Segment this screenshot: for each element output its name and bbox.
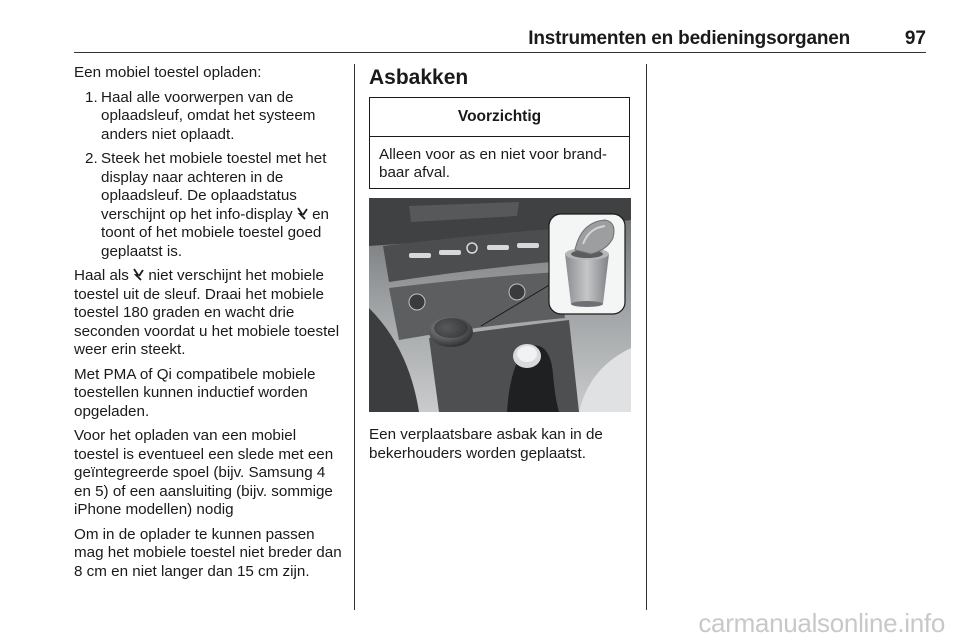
list-item: [74, 150, 344, 261]
list-item: [74, 89, 344, 145]
caution-heading: Voorzichtig: [370, 98, 629, 137]
intro-paragraph: Een mobiel toestel opladen:: [74, 64, 262, 81]
charging-icon: [133, 267, 144, 284]
caution-text: Alleen voor as en niet voor brand-baar afval.: [379, 146, 607, 181]
retry-text-before: Haal als: [74, 267, 129, 284]
ashtray-caption: Een verplaatsbare asbak kan in de bekerhouders worden geplaatst.: [369, 426, 603, 462]
text-column-charging: [74, 64, 344, 587]
step-text: Haal alle voorwerpen van de oplaadsleuf, omdat het systeem anders niet oplaadt.: [101, 88, 316, 143]
page-number: 97: [904, 28, 926, 49]
chapter-title: Instrumenten en bedieningsorganen: [528, 28, 850, 49]
ashtray-photo: [369, 198, 631, 412]
compatibility-paragraph: Met PMA of Qi compatibele mobiele toestellen kunnen inductief worden opgeladen.: [74, 365, 316, 420]
column-divider-right: [646, 64, 647, 610]
section-title-ashtrays: Asbakken: [369, 66, 469, 89]
caution-box: [369, 97, 630, 189]
accessory-paragraph: Voor het opladen van een mobiel toestel is eventueel een slede met een geïntegreerde spoel (bijv. Samsung 4 en 5) of een aansluiting (bijv. sommige iPhone modellen) nodig: [74, 427, 334, 518]
ashtray-illustration: [369, 198, 631, 412]
step-text-after: en toont of het mobiele toestel goed geplaatst is.: [101, 205, 330, 260]
steps-list: [74, 89, 344, 262]
step-number: 1.: [85, 88, 98, 106]
size-paragraph: Om in de oplader te kunnen passen mag het mobiele toestel niet breder dan 8 cm en niet langer dan 15 cm zijn.: [74, 525, 342, 580]
watermark: carmanualsonline.info: [698, 608, 945, 638]
charging-icon: [297, 206, 308, 223]
column-divider-left: [354, 64, 355, 610]
header-rule: [74, 52, 926, 53]
retry-paragraph: [74, 267, 344, 360]
step-text-before: Steek het mobiele toestel met het display naar achteren in de oplaadsleuf. De oplaadstatus verschijnt op het info-display: [101, 150, 327, 223]
retry-text-after: niet verschijnt het mobiele toestel uit de sleuf. Draai het mobiele toestel 180 graden en wacht drie seconden voordat u het mobiele toestel weer erin steekt.: [74, 267, 340, 358]
step-number: 2.: [85, 150, 98, 167]
